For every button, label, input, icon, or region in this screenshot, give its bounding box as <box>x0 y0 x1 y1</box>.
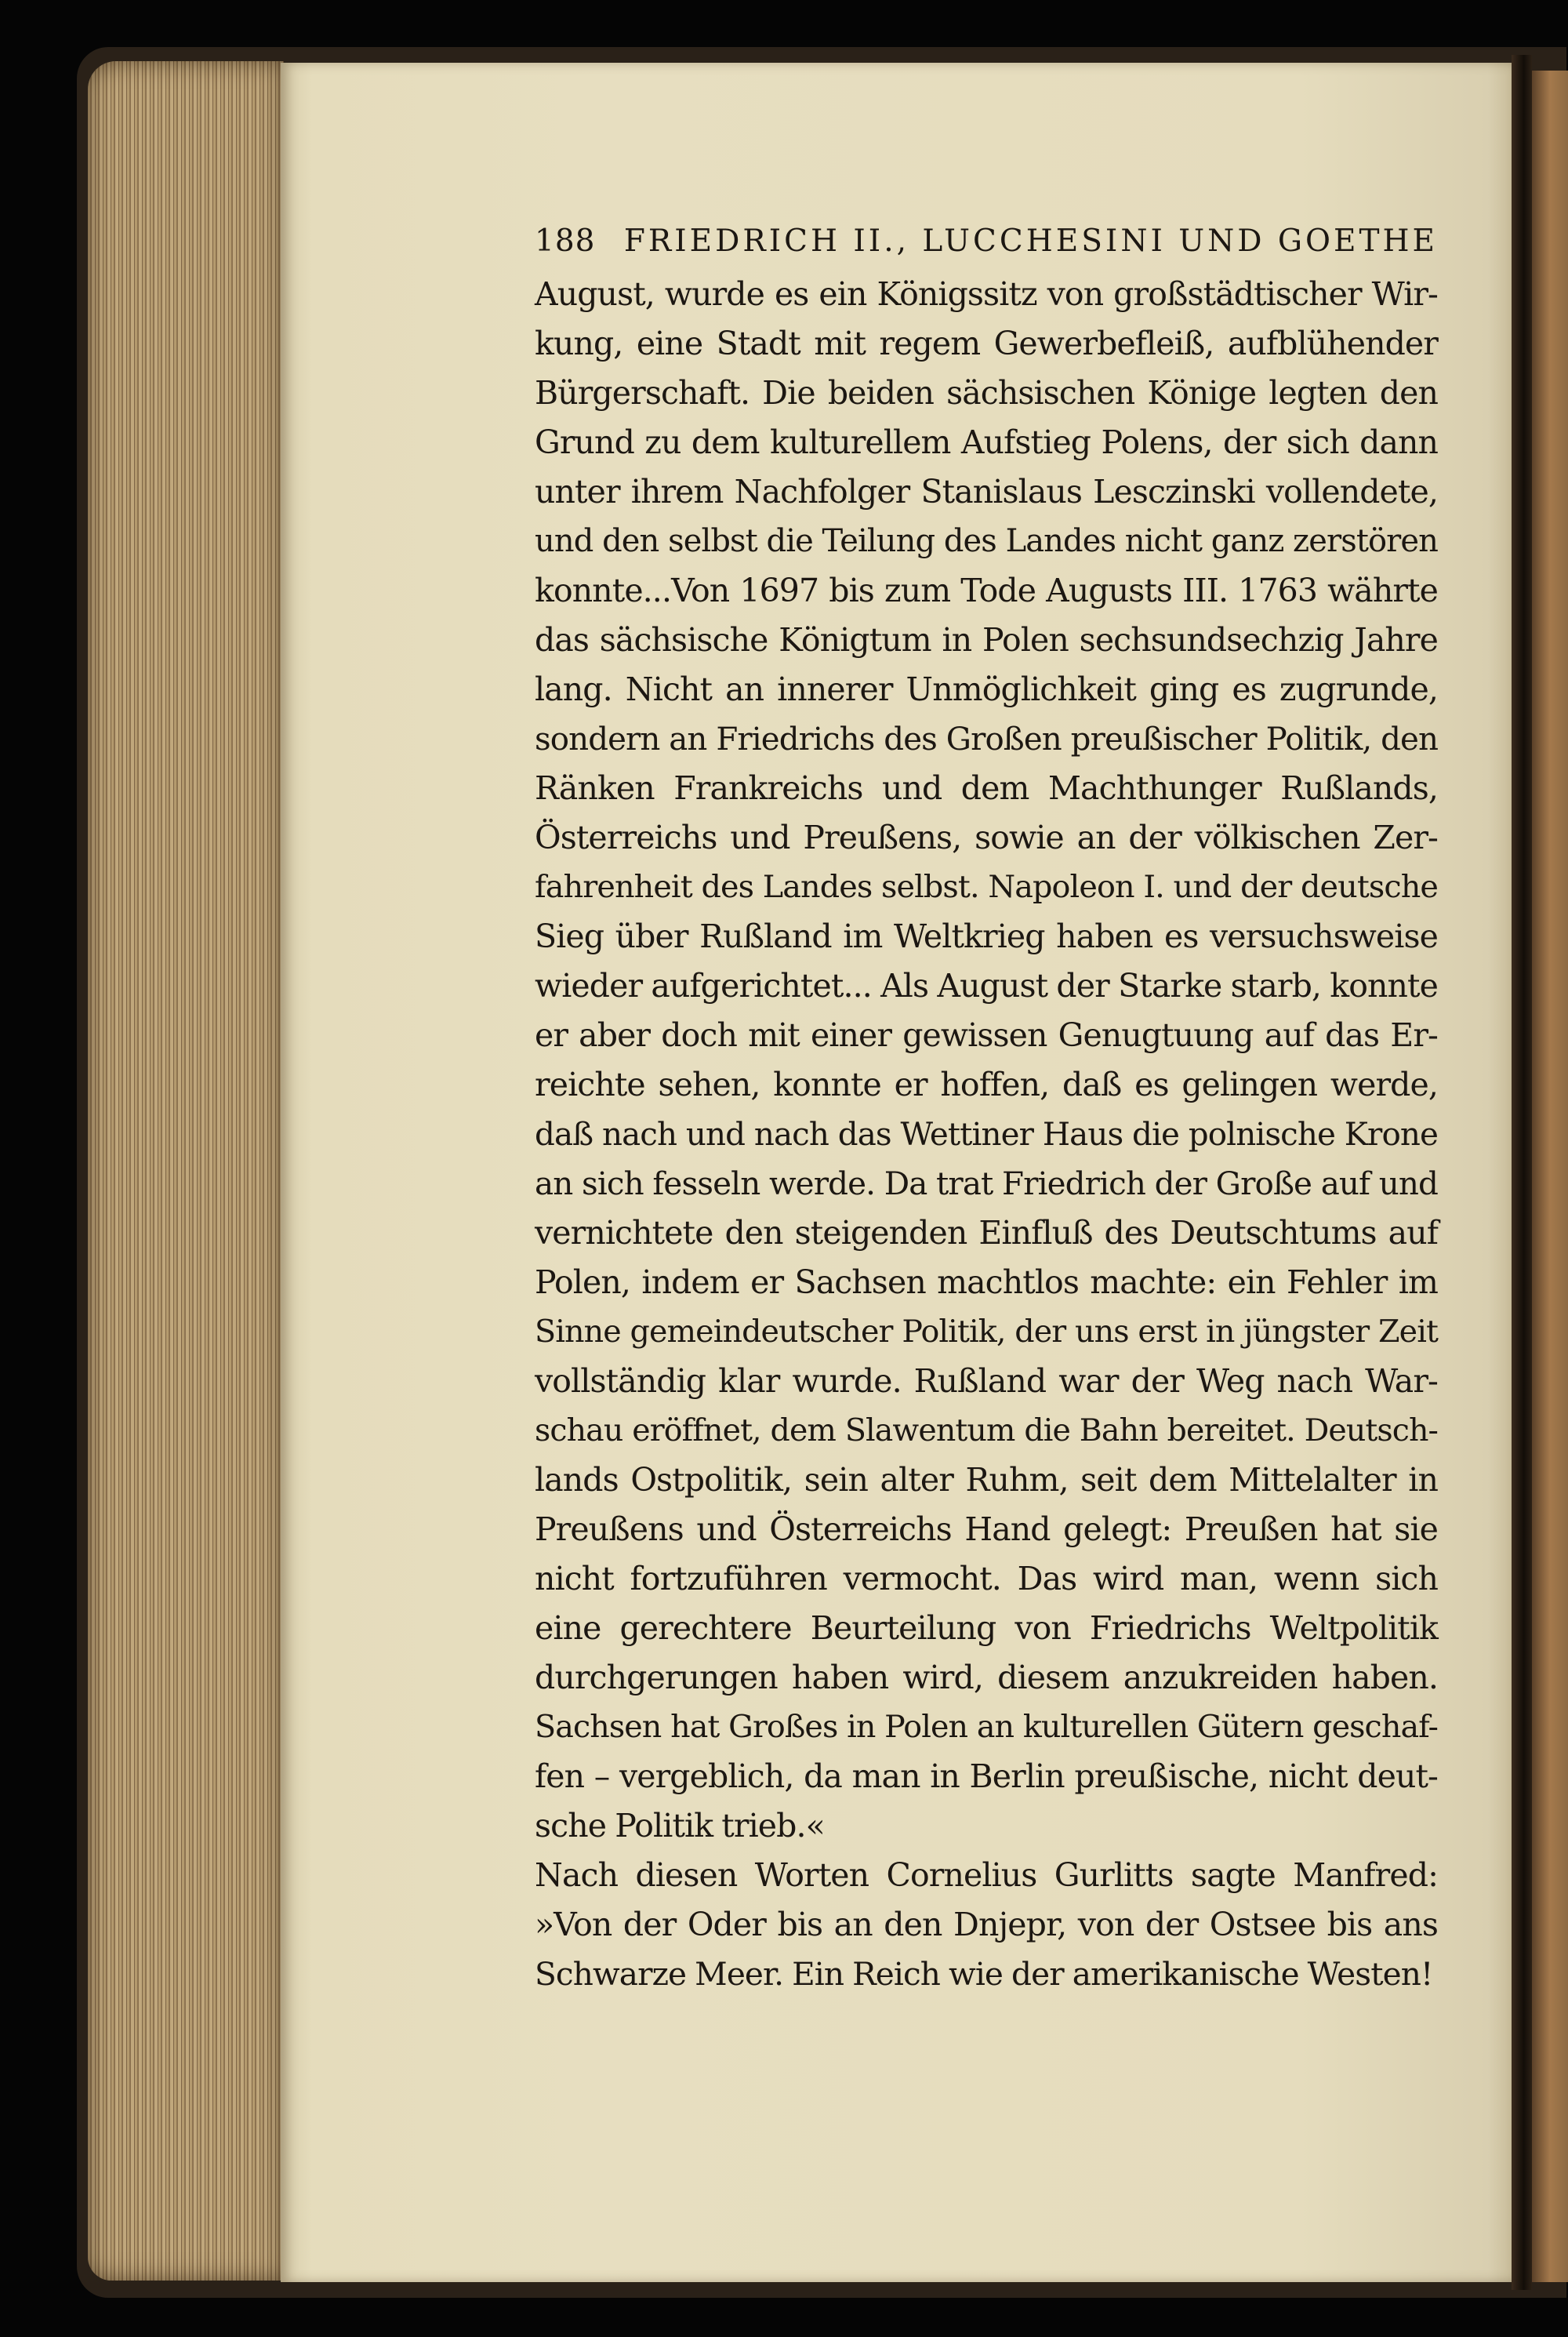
text-line: Sieg über Rußland im Weltkrieg haben es versuchsweise <box>535 918 1438 955</box>
text-line: eine gerechtere Beurteilung von Friedrichs Weltpolitik <box>535 1609 1438 1647</box>
text-line: schau eröffnet, dem Slawentum die Bahn bereitet. Deutsch- <box>535 1412 1438 1448</box>
text-line: Österreichs und Preußens, sowie an der völkischen Zer- <box>535 819 1438 856</box>
text-line: vernichtete den steigenden Einfluß des Deutschtums auf <box>535 1214 1438 1252</box>
text-line: Sachsen hat Großes in Polen an kulturellen Gütern geschaf- <box>535 1709 1438 1745</box>
text-line: Ränken Frankreichs und dem Machthunger Rußlands, <box>535 769 1438 807</box>
book-gutter <box>1512 55 1532 2290</box>
text-line: vollständig klar wurde. Rußland war der Weg nach War- <box>535 1362 1438 1400</box>
text-line: Bürgerschaft. Die beiden sächsischen Könige legten den <box>535 374 1438 412</box>
text-line: Schwarze Meer. Ein Reich wie der amerikanische Westen! <box>535 1955 1433 1993</box>
text-line: »Von der Oder bis an den Dnjepr, von der Ostsee bis ans <box>535 1906 1438 1943</box>
text-line: lands Ostpolitik, sein alter Ruhm, seit dem Mittelalter in <box>535 1461 1438 1499</box>
text-line: wieder aufgerichtet... Als August der Starke starb, konnte <box>535 967 1438 1005</box>
text-line: er aber doch mit einer gewissen Genugtuung auf das Er- <box>535 1016 1438 1054</box>
text-line: Polen, indem er Sachsen machtlos machte: ein Fehler im <box>535 1263 1438 1301</box>
body-text <box>535 270 1438 1999</box>
text-line: kung, eine Stadt mit regem Gewerbefleiß, aufblühender <box>535 325 1438 362</box>
text-line: Nach diesen Worten Cornelius Gurlitts sagte Manfred: <box>535 1856 1438 1894</box>
text-line: an sich fesseln werde. Da trat Friedrich der Große auf und <box>535 1165 1438 1202</box>
text-line: Sinne gemeindeutscher Politik, der uns erst in jüngster Zeit <box>535 1314 1438 1350</box>
page-edges <box>88 61 284 2281</box>
text-line: sche Politik trieb.« <box>535 1807 825 1845</box>
text-line: fen – vergeblich, da man in Berlin preußische, nicht deut- <box>535 1757 1438 1795</box>
facing-page-edge <box>1532 71 1568 2282</box>
text-line: Preußens und Österreichs Hand gelegt: Preußen hat sie <box>535 1510 1438 1548</box>
text-line: durchgerungen haben wird, diesem anzukreiden haben. <box>535 1659 1438 1696</box>
text-line: nicht fortzuführen vermocht. Das wird man, wenn sich <box>535 1560 1438 1597</box>
text-line: daß nach und nach das Wettiner Haus die polnische Krone <box>535 1115 1438 1153</box>
running-title: FRIEDRICH II., LUCCHESINI UND GOETHE <box>623 224 1438 259</box>
running-head <box>535 221 1438 268</box>
text-line: reichte sehen, konnte er hoffen, daß es gelingen werde, <box>535 1066 1438 1103</box>
page-number: 188 <box>535 224 596 259</box>
text-line: lang. Nicht an innerer Unmöglichkeit ging es zugrunde, <box>535 671 1438 708</box>
text-line: konnte...Von 1697 bis zum Tode Augusts III. 1763 währte <box>535 572 1438 609</box>
page-content <box>535 221 1438 1999</box>
text-line: unter ihrem Nachfolger Stanislaus Lesczinski vollendete, <box>535 473 1438 511</box>
text-line: das sächsische Königtum in Polen sechsundsechzig Jahre <box>535 621 1438 659</box>
text-line: fahrenheit des Landes selbst. Napoleon I. und der deutsche <box>535 869 1438 905</box>
text-line: sondern an Friedrichs des Großen preußischer Politik, den <box>535 721 1438 758</box>
text-line: und den selbst die Teilung des Landes nicht ganz zerstören <box>535 523 1438 559</box>
text-line: August, wurde es ein Königssitz von großstädtischer Wir- <box>535 275 1438 313</box>
text-line: Grund zu dem kulturellem Aufstieg Polens, der sich dann <box>535 423 1438 461</box>
